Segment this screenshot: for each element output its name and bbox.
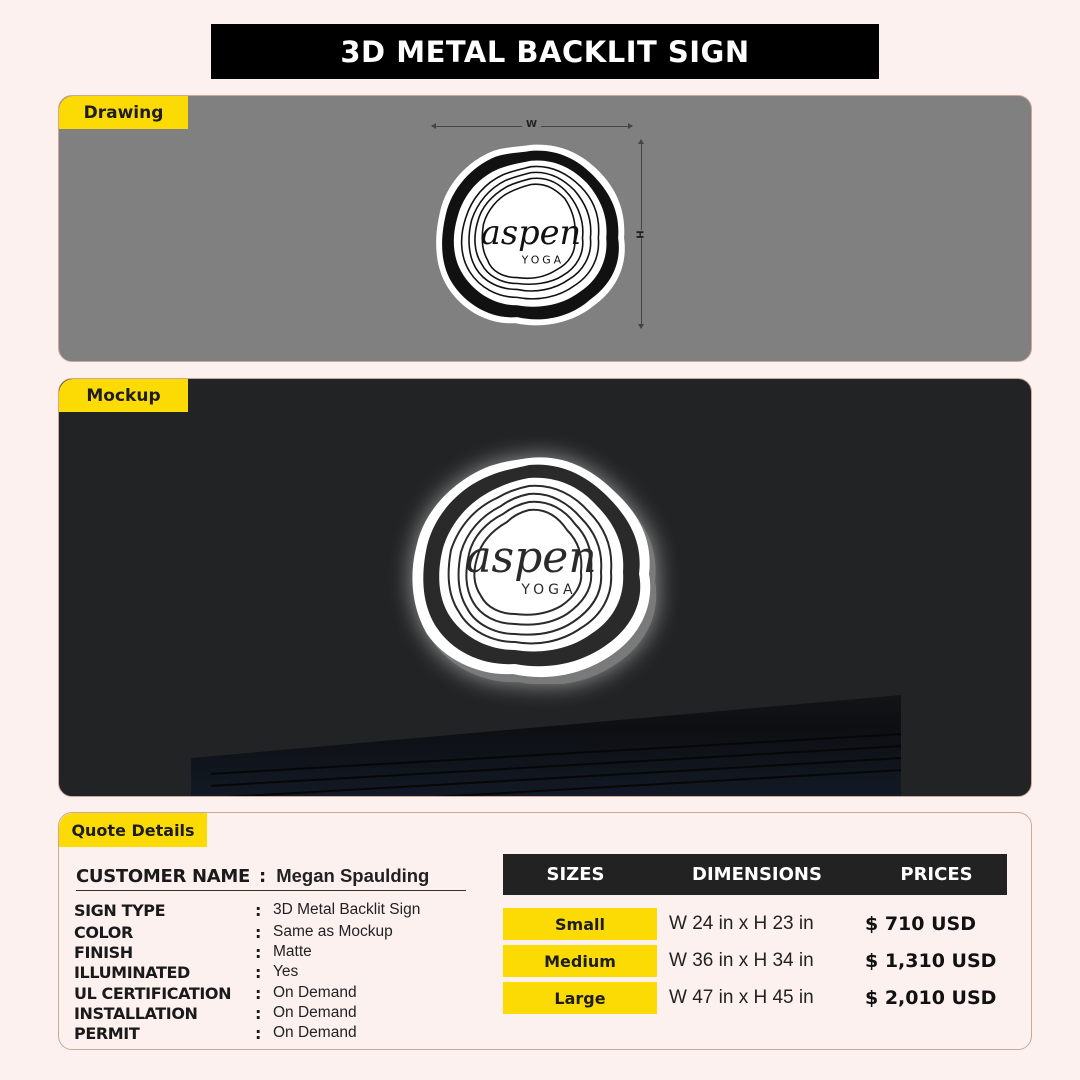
customer-name-value: Megan Spaulding: [276, 865, 430, 886]
pricing-table-header: [503, 854, 1007, 895]
spec-key: COLOR: [74, 922, 133, 942]
mockup-tab-label: [59, 379, 188, 412]
mockup-panel: [58, 378, 1032, 797]
drawing-tab-label: [59, 96, 188, 129]
spec-separator: :: [255, 900, 262, 920]
spec-separator: :: [255, 1023, 262, 1043]
spec-row-sign-type: [74, 900, 420, 920]
page-title-bar: [211, 24, 879, 79]
drawing-panel: [58, 95, 1032, 362]
spec-row-color: [74, 922, 393, 942]
spec-value: Yes: [273, 963, 299, 980]
spec-value: On Demand: [273, 984, 357, 1001]
size-badge: Large: [503, 982, 657, 1014]
price-value: $ 710 USD: [865, 913, 976, 935]
spec-separator: :: [255, 962, 262, 982]
header-dimensions: DIMENSIONS: [692, 864, 822, 885]
size-badge: Medium: [503, 945, 657, 977]
header-prices: PRICES: [900, 864, 973, 885]
customer-name-row: [76, 862, 466, 891]
spec-separator: :: [255, 942, 262, 962]
dimensions-value: W 47 in x H 45 in: [669, 987, 814, 1008]
spec-row-permit: [74, 1023, 357, 1043]
spec-key: INSTALLATION: [74, 1003, 198, 1023]
page-title: 3D METAL BACKLIT SIGN: [340, 34, 750, 69]
spec-row-installation: [74, 1003, 357, 1023]
spec-value: On Demand: [273, 1004, 357, 1021]
spec-row-ul-certification: [74, 983, 357, 1003]
quote-label: Quote Details: [71, 820, 195, 840]
svg-text:YOGA: YOGA: [521, 253, 565, 267]
spec-separator: :: [255, 983, 262, 1003]
drawing-label: Drawing: [83, 102, 164, 123]
spec-key: FINISH: [74, 942, 133, 962]
spec-row-finish: [74, 942, 312, 962]
spec-key: ILLUMINATED: [74, 962, 190, 982]
spec-separator: :: [255, 922, 262, 942]
sign-mockup-logo: [409, 454, 664, 684]
quote-tab-label: [59, 813, 207, 847]
pricing-row-medium: [503, 945, 1007, 977]
spec-key: SIGN TYPE: [74, 900, 166, 920]
spec-row-illuminated: [74, 962, 298, 982]
pricing-row-small: [503, 908, 1007, 940]
dimensions-value: W 36 in x H 34 in: [669, 950, 814, 971]
customer-name-key: CUSTOMER NAME: [76, 865, 251, 887]
svg-text:YOGA: YOGA: [521, 582, 577, 598]
spec-key: UL CERTIFICATION: [74, 983, 232, 1003]
customer-name-separator: :: [259, 865, 267, 887]
quote-details-panel: [58, 812, 1032, 1050]
spec-value: On Demand: [273, 1024, 357, 1041]
dimensions-value: W 24 in x H 23 in: [669, 913, 814, 934]
pricing-row-large: [503, 982, 1007, 1014]
building-awning: [191, 695, 901, 797]
svg-text:aspen: aspen: [465, 532, 597, 583]
spec-key: PERMIT: [74, 1023, 140, 1043]
sign-drawing-logo: [432, 140, 630, 330]
svg-text:aspen: aspen: [480, 212, 582, 252]
price-value: $ 2,010 USD: [865, 987, 997, 1009]
size-badge: Small: [503, 908, 657, 940]
mockup-label: Mockup: [86, 385, 161, 406]
spec-value: Matte: [273, 943, 312, 960]
spec-value: 3D Metal Backlit Sign: [273, 901, 421, 918]
height-dimension-label: H: [631, 230, 648, 238]
header-sizes: SIZES: [546, 864, 605, 885]
spec-separator: :: [255, 1003, 262, 1023]
width-dimension-label: W: [522, 119, 541, 130]
price-value: $ 1,310 USD: [865, 950, 997, 972]
spec-value: Same as Mockup: [273, 923, 393, 940]
